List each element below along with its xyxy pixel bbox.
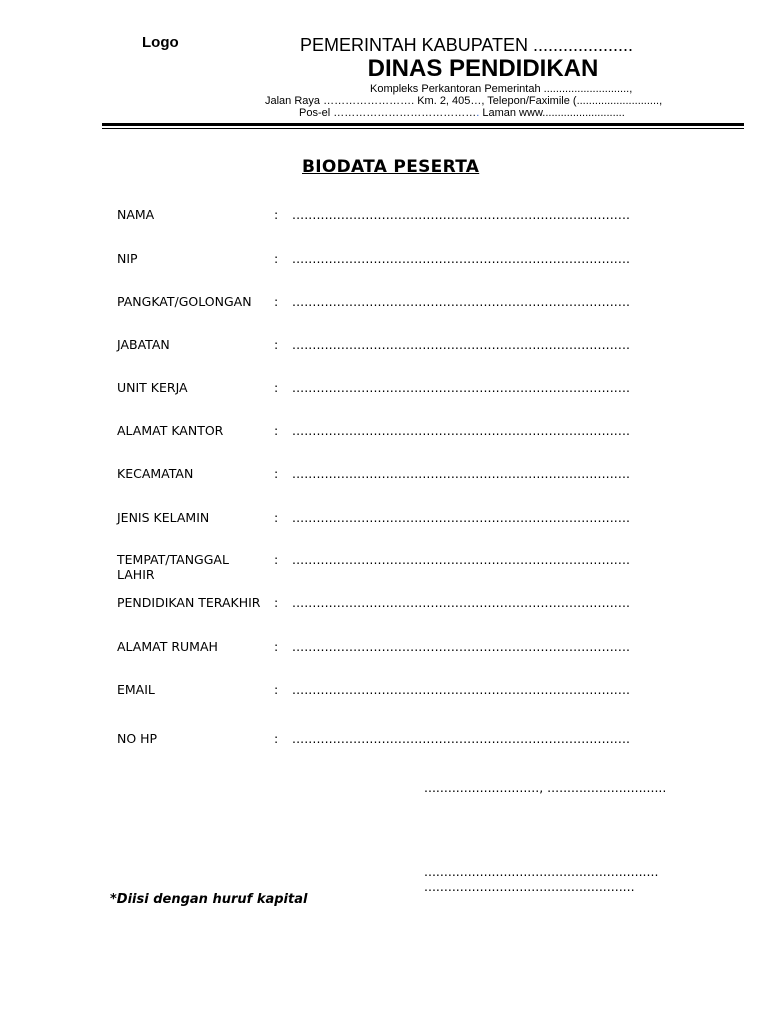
- field-colon: :: [274, 337, 279, 352]
- field-label: TEMPAT/TANGGAL LAHIR: [117, 552, 229, 582]
- field-blank-line[interactable]: ...................................................................................: [292, 207, 631, 222]
- field-colon: :: [274, 595, 279, 610]
- email-text: Pos-el …………………………………: [299, 107, 477, 119]
- field-colon: :: [274, 731, 279, 746]
- letterhead-divider-thick: [102, 123, 744, 126]
- field-blank-line[interactable]: ...................................................................................: [292, 294, 631, 309]
- address-line-2: Jalan Raya ……………………. Km. 2, 405…, Telepon/Faximile (...........................,: [265, 95, 663, 107]
- address-line-1: Kompleks Perkantoran Pemerintah ............................,: [370, 83, 633, 95]
- field-blank-line[interactable]: ...................................................................................: [292, 682, 631, 697]
- field-label: KECAMATAN: [117, 466, 194, 481]
- letterhead-divider-thin: [102, 128, 744, 129]
- field-blank-line[interactable]: ...................................................................................: [292, 639, 631, 654]
- website-text: Laman www...........................: [479, 107, 625, 119]
- address-line-3: [299, 107, 625, 119]
- field-colon: :: [274, 466, 279, 481]
- field-colon: :: [274, 552, 279, 567]
- field-colon: :: [274, 510, 279, 525]
- field-label: NIP: [117, 251, 138, 266]
- field-blank-line[interactable]: ...................................................................................: [292, 731, 631, 746]
- form-title: BIODATA PESERTA: [302, 157, 480, 177]
- field-blank-line[interactable]: ...................................................................................: [292, 510, 631, 525]
- field-blank-line[interactable]: ...................................................................................: [292, 337, 631, 352]
- field-label: ALAMAT RUMAH: [117, 639, 218, 654]
- field-label: NO HP: [117, 731, 158, 746]
- field-blank-line[interactable]: ...................................................................................: [292, 251, 631, 266]
- email-link[interactable]: .: [476, 107, 480, 119]
- agency-name: DINAS PENDIDIKAN: [367, 55, 599, 82]
- field-colon: :: [274, 682, 279, 697]
- field-blank-line[interactable]: ...................................................................................: [292, 595, 631, 610]
- signature-name-line-1: ...........................................................: [424, 864, 659, 879]
- field-label: NAMA: [117, 207, 155, 222]
- field-blank-line[interactable]: ...................................................................................: [292, 552, 631, 567]
- field-label: UNIT KERJA: [117, 380, 188, 395]
- field-blank-line[interactable]: ...................................................................................: [292, 423, 631, 438]
- signature-name-line-2: .....................................................: [424, 879, 635, 894]
- field-label: JENIS KELAMIN: [117, 510, 210, 525]
- field-colon: :: [274, 423, 279, 438]
- field-colon: :: [274, 251, 279, 266]
- field-label: PANGKAT/GOLONGAN: [117, 294, 252, 309]
- field-blank-line[interactable]: ...................................................................................: [292, 380, 631, 395]
- field-colon: :: [274, 380, 279, 395]
- field-label: JABATAN: [117, 337, 170, 352]
- field-colon: :: [274, 639, 279, 654]
- footnote: *Diisi dengan huruf kapital: [110, 892, 308, 907]
- field-label: ALAMAT KANTOR: [117, 423, 224, 438]
- signature-place-date: ............................., ..............................: [424, 780, 667, 795]
- field-colon: :: [274, 294, 279, 309]
- field-blank-line[interactable]: ...................................................................................: [292, 466, 631, 481]
- logo-placeholder: Logo: [142, 34, 179, 51]
- field-label: EMAIL: [117, 682, 155, 697]
- field-label: PENDIDIKAN TERAKHIR: [117, 595, 261, 610]
- field-colon: :: [274, 207, 279, 222]
- government-name: PEMERINTAH KABUPATEN ....................: [300, 35, 634, 55]
